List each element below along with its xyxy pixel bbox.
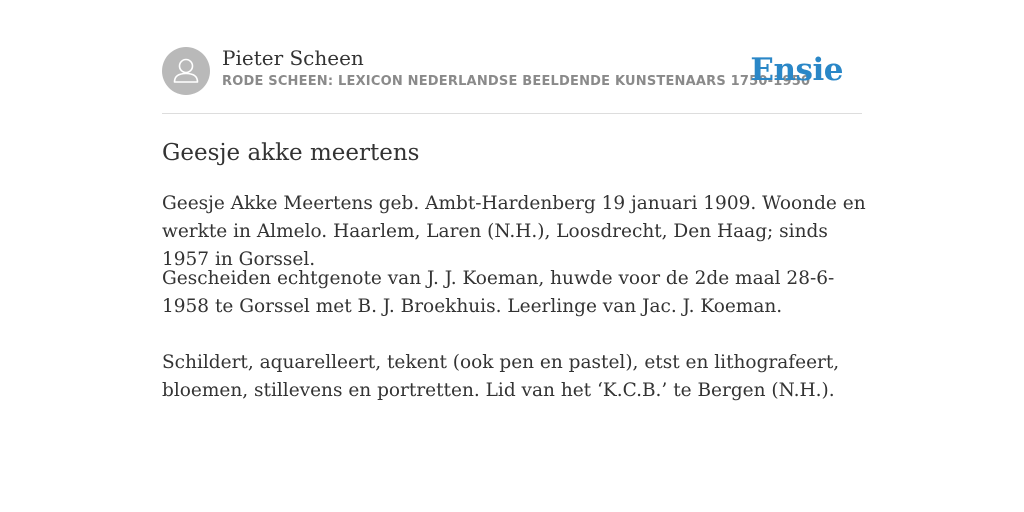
article-paragraph: Geesje Akke Meertens geb. Ambt-Hardenberg 19 januari 1909. Woonde en werkte in Almelo. Haarlem, Laren (N.H.), Loosdrecht, Den Haag; sinds 1957 in Gorssel. [162, 193, 866, 270]
article-paragraph: Schildert, aquarelleert, tekent (ook pen en pastel), etst en lithografeert, bloemen, stillevens en portretten. Lid van het ‘K.C.B.’ te Bergen (N.H.). [162, 352, 840, 401]
author-avatar[interactable] [162, 47, 210, 95]
user-silhouette-icon [162, 47, 210, 95]
author-name[interactable]: Pieter Scheen [222, 46, 364, 70]
article-paragraph: Gescheiden echtgenote van J. J. Koeman, huwde voor de 2de maal 28-6-1958 te Gorssel met B. J. Broekhuis. Leerlinge van Jac. J. Koeman. [162, 268, 835, 317]
article-header [162, 46, 862, 96]
source-label[interactable]: RODE SCHEEN: LEXICON NEDERLANDSE BEELDENDE KUNSTENAARS 1750-1950 [222, 74, 811, 89]
header-divider [162, 113, 862, 114]
ensie-logo[interactable]: Ensie [750, 52, 843, 88]
article-title: Geesje akke meertens [162, 140, 420, 166]
